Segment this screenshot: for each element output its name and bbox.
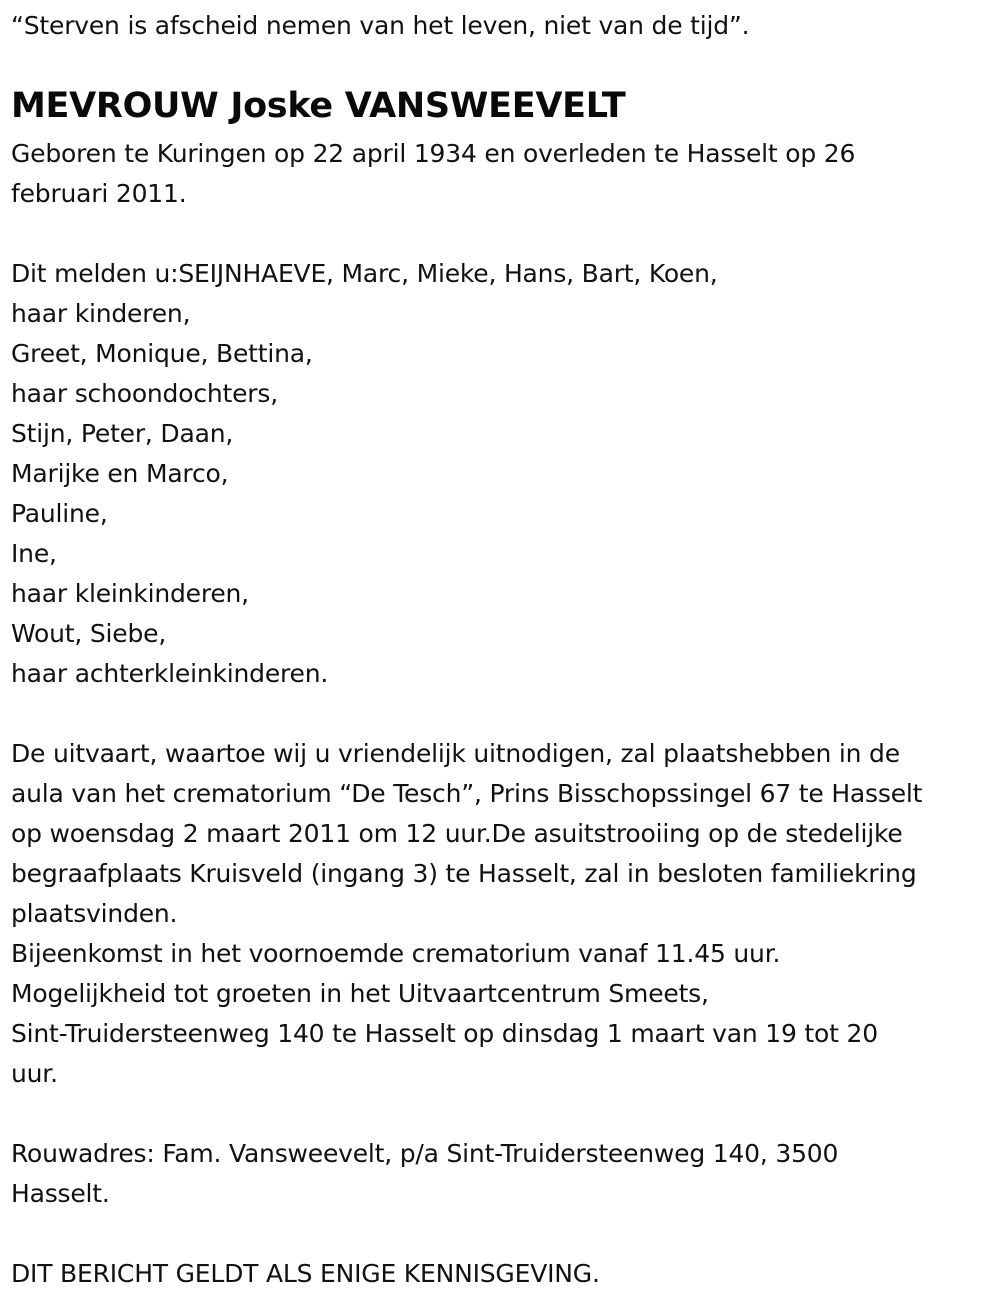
family-line: Dit melden u:SEIJNHAEVE, Marc, Mieke, Hans, Bart, Koen, (11, 259, 718, 288)
family-line: haar achterkleinkinderen. (11, 659, 329, 688)
deceased-name-heading: MEVROUW Joske VANSWEEVELT (11, 86, 626, 126)
funeral-line: begraafplaats Kruisveld (ingang 3) te Hasselt, zal in besloten familiekring (11, 859, 917, 888)
family-line: Pauline, (11, 499, 108, 528)
birth-death-paragraph (11, 134, 855, 214)
funeral-paragraph (11, 734, 922, 1094)
notice-paragraph (11, 1254, 600, 1294)
family-line: Marijke en Marco, (11, 459, 229, 488)
funeral-line: Mogelijkheid tot groeten in het Uitvaartcentrum Smeets, (11, 979, 709, 1008)
opening-quote: “Sterven is afscheid nemen van het leven, niet van de tijd”. (11, 11, 750, 40)
family-line: Stijn, Peter, Daan, (11, 419, 234, 448)
family-line: Wout, Siebe, (11, 619, 167, 648)
family-line: haar kinderen, (11, 299, 191, 328)
family-line: haar schoondochters, (11, 379, 278, 408)
mourning-address-paragraph (11, 1134, 838, 1214)
funeral-line: op woensdag 2 maart 2011 om 12 uur.De asuitstrooiing op de stedelijke (11, 819, 903, 848)
funeral-line: plaatsvinden. (11, 899, 178, 928)
funeral-line: aula van het crematorium “De Tesch”, Prins Bisschopssingel 67 te Hasselt (11, 779, 923, 808)
family-line: haar kleinkinderen, (11, 579, 249, 608)
funeral-line: De uitvaart, waartoe wij u vriendelijk uitnodigen, zal plaatshebben in de (11, 739, 900, 768)
funeral-line: uur. (11, 1059, 58, 1088)
family-paragraph (11, 254, 718, 694)
notice-line: DIT BERICHT GELDT ALS ENIGE KENNISGEVING. (11, 1259, 600, 1288)
birth-line: Geboren te Kuringen op 22 april 1934 en overleden te Hasselt op 26 (11, 139, 856, 168)
family-line: Greet, Monique, Bettina, (11, 339, 313, 368)
address-line: Hasselt. (11, 1179, 110, 1208)
family-line: Ine, (11, 539, 57, 568)
birth-line: februari 2011. (11, 179, 187, 208)
funeral-line: Sint-Truidersteenweg 140 te Hasselt op dinsdag 1 maart van 19 tot 20 (11, 1019, 878, 1048)
funeral-line: Bijeenkomst in het voornoemde crematorium vanaf 11.45 uur. (11, 939, 781, 968)
address-line: Rouwadres: Fam. Vansweevelt, p/a Sint-Truidersteenweg 140, 3500 (11, 1139, 839, 1168)
